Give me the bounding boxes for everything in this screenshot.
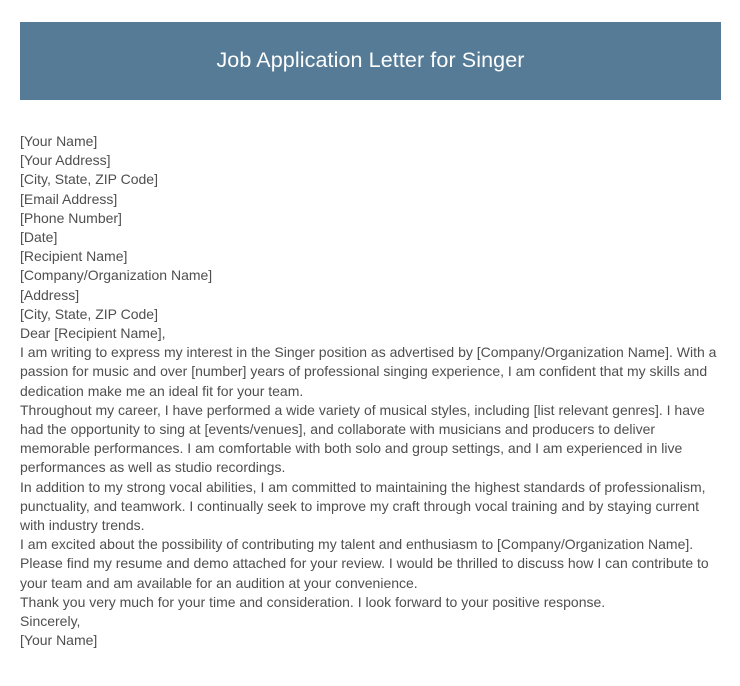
recipient-address-line: [Address] [20, 286, 80, 303]
recipient-company-line: [Company/Organization Name] [20, 267, 213, 284]
signature-line: [Your Name] [20, 632, 98, 649]
recipient-city-line: [City, State, ZIP Code] [20, 305, 158, 322]
page-title: Job Application Letter for Singer [216, 48, 525, 73]
letter-paragraph-1: I am writing to express my interest in the Singer position as advertised by [Company/Organization Name]. With a passion for music and over [number] years of professional singing experience, I am confident that my skills and dedication make me an ideal fit for your team. [20, 344, 717, 399]
salutation-line: Dear [Recipient Name], [20, 325, 166, 342]
date-line: [Date] [20, 229, 58, 246]
document-header-banner [20, 22, 721, 100]
recipient-name-line: [Recipient Name] [20, 248, 128, 265]
sender-name-line: [Your Name] [20, 133, 98, 149]
letter-paragraph-5: Thank you very much for your time and consideration. I look forward to your positive response. [20, 593, 606, 610]
sender-email-line: [Email Address] [20, 190, 118, 207]
sender-city-line: [City, State, ZIP Code] [20, 171, 158, 188]
sender-address-line: [Your Address] [20, 152, 111, 169]
closing-line: Sincerely, [20, 613, 81, 630]
sender-phone-line: [Phone Number] [20, 209, 122, 226]
letter-paragraph-2: Throughout my career, I have performed a wide variety of musical styles, including [list relevant genres]. I have had the opportunity to sing at [events/venues], and collaborate with musicians and producers to deliver memorable performances. I am comfortable with both solo and group settings, and I am experienced in live performances as well as studio recordings. [20, 401, 705, 476]
letter-body [20, 132, 722, 650]
letter-paragraph-3: In addition to my strong vocal abilities, I am committed to maintaining the highest standards of professionalism, punctuality, and teamwork. I continually seek to improve my craft through vocal training and by staying current with industry trends. [20, 478, 706, 534]
letter-paragraph-4: I am excited about the possibility of contributing my talent and enthusiasm to [Company/Organization Name]. Please find my resume and demo attached for your review. I would be thrilled to discuss how I can contribute to your team and am available for an audition at your convenience. [20, 536, 709, 591]
